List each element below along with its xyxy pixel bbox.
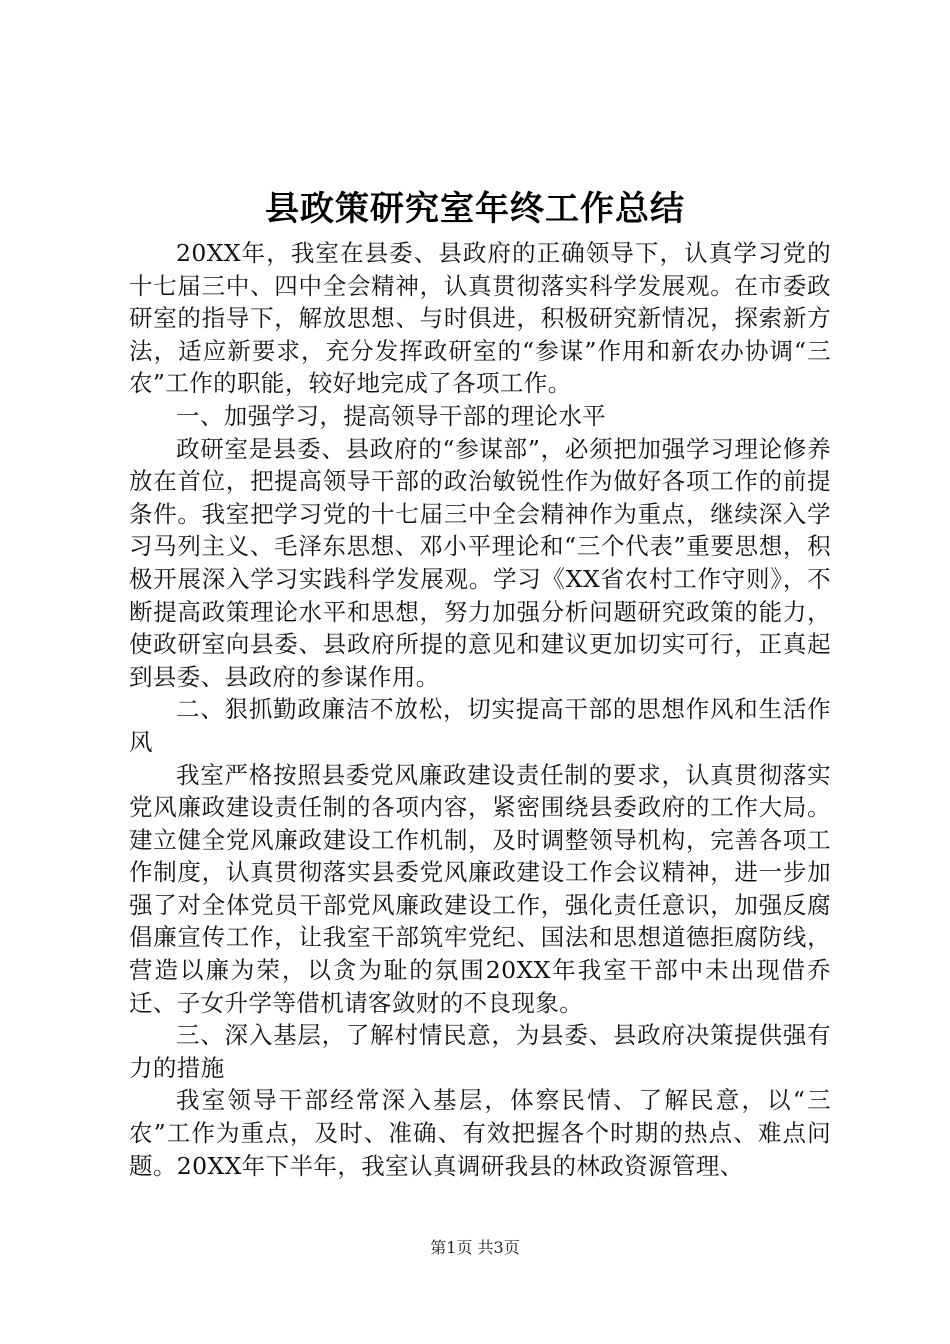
page-number-footer: 第1页 共3页 <box>430 1238 520 1257</box>
paragraph-section-3: 我室领导干部经常深入基层，体察民情、了解民意，以“三农”工作为重点，及时、准确、有效把握各个时期的热点、难点问题。20XX年下半年，我室认真调研我县的林政资源管理、 <box>129 1086 831 1180</box>
paragraph-section-2: 我室严格按照县委党风廉政建设责任制的要求，认真贯彻落实党风廉政建设责任制的各项内容，紧密围绕县委政府的工作大局。建立健全党风廉政建设工作机制，及时调整领导机构，完善各项工作制度，认真贯彻落实县委党风廉政建设工作会议精神，进一步加强了对全体党员干部党风廉政建设工作，强化责任意识，加强反腐倡廉宣传工作，让我室干部筑牢党纪、国法和思想道德拒腐防线，营造以廉为荣，以贪为耻的氛围20XX年我室干部中未出现借乔迁、子女升学等借机请客敛财的不良现象。 <box>129 760 831 1017</box>
document-body <box>129 237 831 1182</box>
paragraph-intro: 20XX年，我室在县委、县政府的正确领导下，认真学习党的十七届三中、四中全会精神，认真贯彻落实科学发展观。在市委政研室的指导下，解放思想、与时俱进，积极研究新情况，探索新方法，适应新要求，充分发挥政研室的“参谋”作用和新农办协调“三农”工作的职能，较好地完成了各项工作。 <box>129 239 831 398</box>
paragraph-section-1: 政研室是县委、县政府的“参谋部”，必须把加强学习理论修养放在首位，把提高领导干部的政治敏锐性作为做好各项工作的前提条件。我室把学习党的十七届三中全会精神作为重点，继续深入学习马列主义、毛泽东思想、邓小平理论和“三个代表”重要思想，积极开展深入学习实践科学发展观。学习《XX省农村工作守则》，不断提高政策理论水平和思想，努力加强分析问题研究政策的能力，使政研室向县委、县政府所提的意见和建议更加切实可行，正真起到县委、县政府的参谋作用。 <box>129 434 831 691</box>
section-heading-2: 二、狠抓勤政廉洁不放松，切实提高干部的思想作风和生活作风 <box>129 695 831 756</box>
document-title: 县政策研究室年终工作总结 <box>265 189 685 229</box>
section-heading-3: 三、深入基层，了解村情民意，为县委、县政府决策提供强有力的措施 <box>129 1021 831 1082</box>
section-heading-1: 一、加强学习，提高领导干部的理论水平 <box>176 401 607 430</box>
